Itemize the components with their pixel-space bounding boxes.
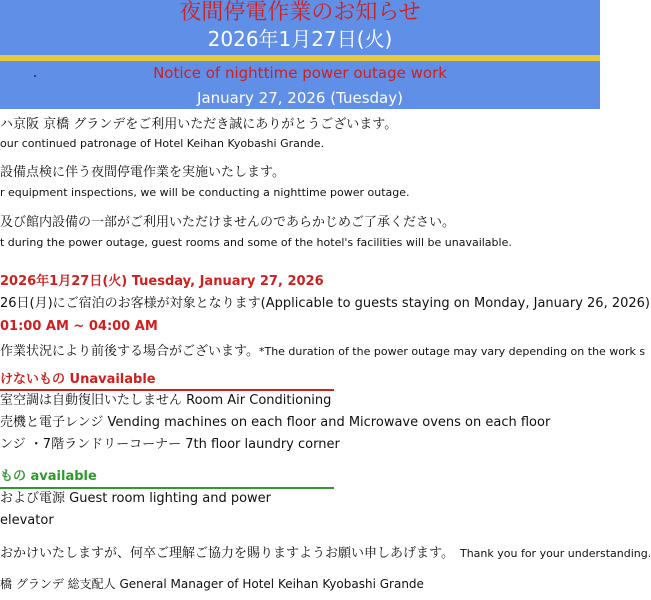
facilities-jp: 及び館内設備の一部がご利用いただけませんのであらかじめご了承ください。: [0, 215, 456, 230]
header-accent-band: [0, 55, 600, 61]
notice-title-jp: 夜間停電作業のお知らせ: [179, 0, 421, 25]
duration-variance-en: *The duration of the power outage may vary depending on the work s: [258, 345, 646, 358]
applicable-guests-line: 26日(月)にご宿泊のお客様が対象となります(Applicable to guests staying on Monday, January 26, 2026): [0, 296, 650, 311]
inspection-en: r equipment inspections, we will be conducting a nighttime power outage.: [0, 186, 410, 199]
notice-header: [0, 0, 600, 109]
unavailable-heading: けないもの Unavailable: [0, 372, 156, 387]
notice-date-en: January 27, 2026 (Tuesday): [197, 89, 403, 107]
available-item: および電源 Guest room lighting and power: [0, 491, 272, 506]
duration-variance-line: [0, 342, 645, 358]
apology-jp: おかけいたしますが、何卒ご理解ご協力を賜りますようお願い申しあげます。: [0, 546, 454, 561]
signature-line: 橋 グランデ 総支配人 General Manager of Hotel Keihan Kyobashi Grande: [0, 577, 424, 591]
outage-time-line: 01:00 AM ~ 04:00 AM: [0, 319, 158, 334]
thanks-jp: ハ京阪 京橋 グランデをご利用いただき誠にありがとうございます。: [0, 117, 398, 132]
unavailable-heading-rule: [0, 389, 334, 391]
apology-en: Thank you for your understanding.: [459, 547, 651, 560]
duration-variance-jp: 作業状況により前後する場合がございます。: [0, 344, 259, 359]
apology-line: [0, 544, 651, 560]
available-heading: もの available: [0, 469, 97, 484]
notice-title-en: Notice of nighttime power outage work: [153, 64, 447, 82]
outage-date-line: 2026年1月27日(火) Tuesday, January 27, 2026: [0, 274, 324, 289]
unavailable-item: ンジ ・7階ランドリーコーナー 7th floor laundry corner: [0, 437, 340, 452]
notice-date-jp: 2026年1月27日(火): [207, 27, 393, 51]
unavailable-item: 売機と電子レンジ Vending machines on each floor and Microwave ovens on each floor: [0, 415, 551, 430]
facilities-en: t during the power outage, guest rooms and some of the hotel's facilities will be unavailable.: [0, 236, 512, 249]
unavailable-item: 室空調は自動復旧いたしません Room Air Conditioning: [0, 393, 332, 408]
available-heading-rule: [0, 487, 334, 489]
available-item: elevator: [0, 513, 54, 528]
thanks-en: our continued patronage of Hotel Keihan Kyobashi Grande.: [0, 137, 325, 150]
inspection-jp: 設備点検に伴う夜間停電作業を実施いたします。: [0, 165, 285, 180]
